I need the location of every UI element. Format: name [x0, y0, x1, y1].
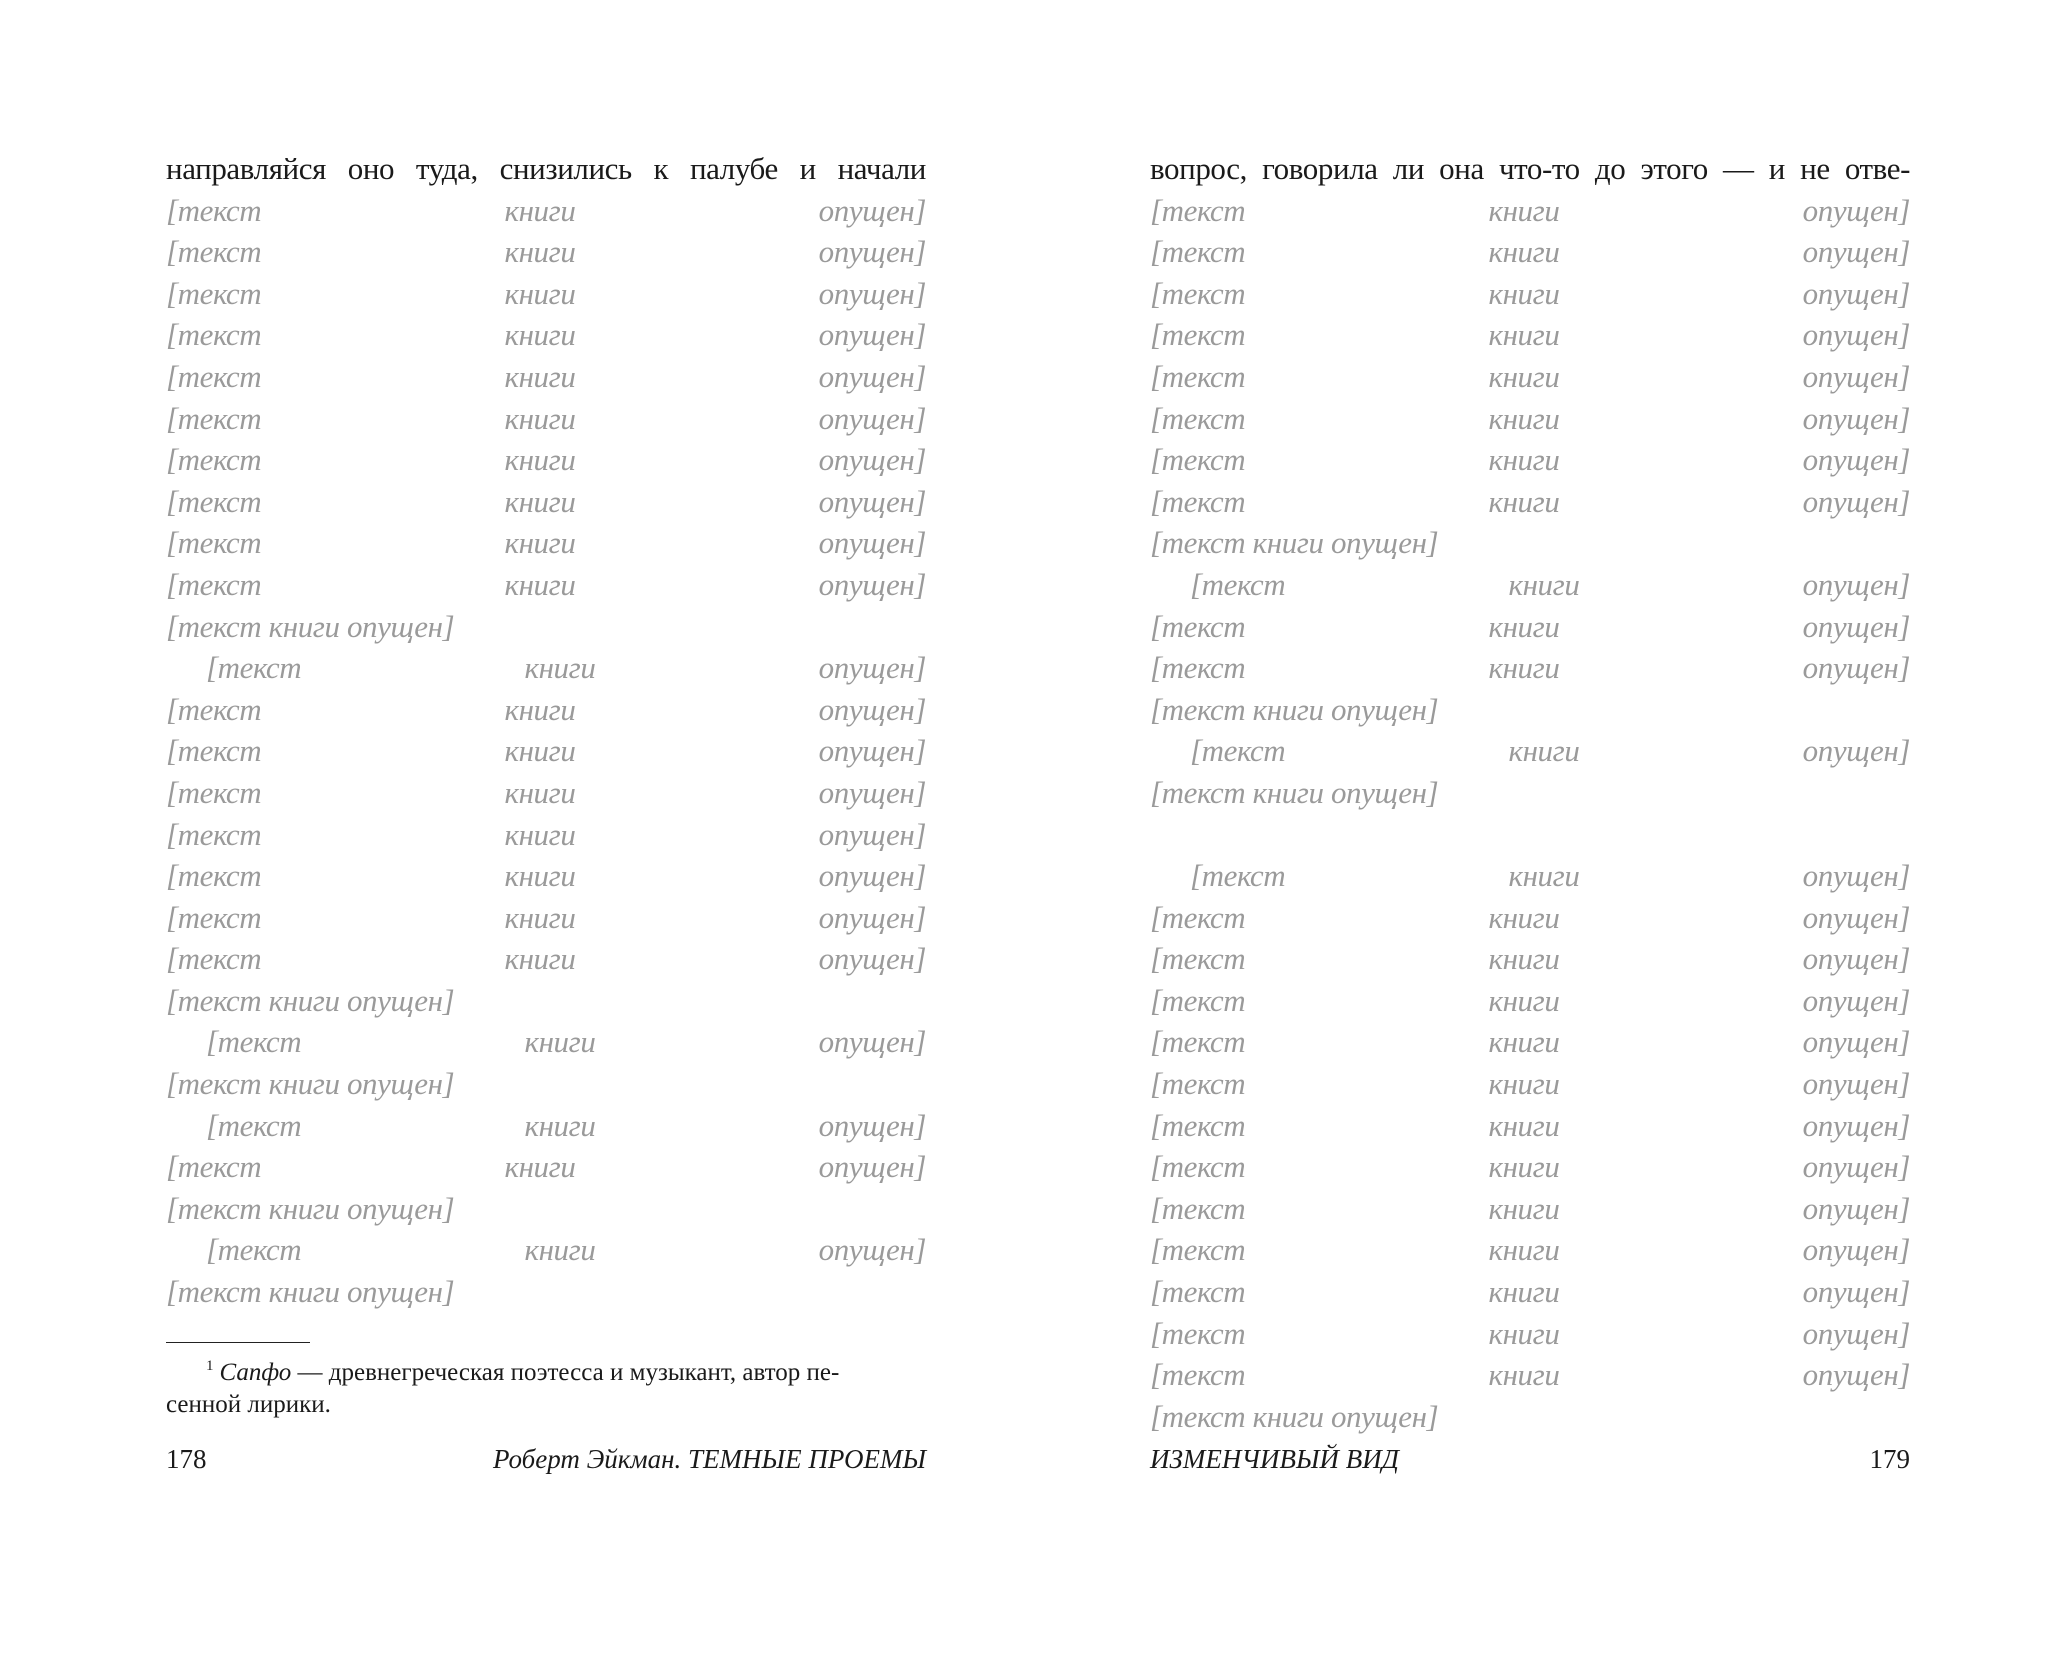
paragraph — [1150, 564, 1910, 730]
footnote-line-2: сенной лирики. — [166, 1391, 331, 1418]
paragraph — [1150, 855, 1910, 1437]
text-line: [текст книги опущен] — [1150, 1107, 1910, 1143]
text-line: [текст книги опущен] — [206, 650, 926, 686]
text-line: [текст книги опущен] — [1190, 566, 1910, 602]
text-line: [текст книги опущен] — [1150, 691, 1439, 727]
text-line: [текст книги опущен] — [166, 442, 926, 478]
text-line: [текст книги опущен] — [206, 1024, 926, 1060]
paragraph — [166, 1021, 926, 1104]
text-line: [текст книги опущен] — [166, 358, 926, 394]
text-line: [текст книги опущен] — [1150, 525, 1439, 561]
left-page — [166, 148, 926, 1474]
left-page-footer — [166, 1444, 926, 1475]
paragraph — [166, 1105, 926, 1230]
text-line: вопрос, говорила ли она что-то до этого — и не отве- — [1150, 151, 1910, 186]
page-number-right: 179 — [1869, 1444, 1910, 1474]
running-title-left: Роберт Эйкман. ТЕМНЫЕ ПРОЕМЫ — [492, 1444, 926, 1474]
footnote-term: Сапфо — [219, 1359, 292, 1386]
text-line: [текст книги опущен] — [1150, 1066, 1910, 1102]
paragraph — [166, 1229, 926, 1312]
text-line: [текст книги опущен] — [166, 1149, 926, 1185]
text-line: [текст книги опущен] — [166, 941, 926, 977]
text-line: [текст книги опущен] — [166, 317, 926, 353]
text-line: [текст книги опущен] — [1150, 1357, 1910, 1393]
text-line: [текст книги опущен] — [166, 691, 926, 727]
text-line: [текст книги опущен] — [1150, 1274, 1910, 1310]
text-line: [текст книги опущен] — [206, 1232, 926, 1268]
text-line: направляйся оно туда, снизились к палубе и начали — [166, 151, 926, 186]
footnote — [166, 1350, 926, 1421]
text-line: [текст книги опущен] — [166, 982, 455, 1018]
text-line: [текст книги опущен] — [1150, 982, 1910, 1018]
text-line: [текст книги опущен] — [1150, 774, 1439, 810]
text-line: [текст книги опущен] — [206, 1107, 926, 1143]
text-line: [текст книги опущен] — [1150, 1149, 1910, 1185]
text-line: [текст книги опущен] — [166, 192, 926, 228]
paragraph — [166, 647, 926, 1021]
text-line: [текст книги опущен] — [166, 1274, 455, 1310]
text-line: [текст книги опущен] — [1150, 400, 1910, 436]
right-page-footer — [1150, 1444, 1910, 1475]
paragraph — [1150, 730, 1910, 813]
footnote-text: — древнегреческая поэтесса и музыкант, автор пе- — [291, 1359, 840, 1386]
text-line: [текст книги опущен] — [1150, 608, 1910, 644]
text-line: [текст книги опущен] — [1190, 858, 1910, 894]
text-line: [текст книги опущен] — [166, 566, 926, 602]
text-line: [текст книги опущен] — [1150, 650, 1910, 686]
section-break — [1150, 814, 1910, 856]
text-line: [текст книги опущен] — [166, 733, 926, 769]
page-number-left: 178 — [166, 1444, 207, 1474]
text-line: [текст книги опущен] — [166, 816, 926, 852]
paragraph — [1150, 148, 1910, 564]
text-line: [текст книги опущен] — [166, 400, 926, 436]
text-line: [текст книги опущен] — [1150, 941, 1910, 977]
footnote-rule — [166, 1342, 310, 1343]
footnote-line-1 — [166, 1350, 926, 1389]
text-line: [текст книги опущен] — [1150, 1398, 1439, 1434]
text-line: [текст книги опущен] — [166, 275, 926, 311]
text-line: [текст книги опущен] — [1150, 234, 1910, 270]
text-line: [текст книги опущен] — [1190, 733, 1910, 769]
text-line: [текст книги опущен] — [166, 1190, 455, 1226]
text-line: [текст книги опущен] — [166, 483, 926, 519]
right-page — [1150, 148, 1910, 1474]
text-line: [текст книги опущен] — [166, 1066, 455, 1102]
text-line: [текст книги опущен] — [1150, 1190, 1910, 1226]
footnote-marker: 1 — [206, 1358, 214, 1374]
paragraph — [166, 148, 926, 647]
right-page-body — [1150, 148, 1910, 1437]
text-line: [текст книги опущен] — [1150, 1315, 1910, 1351]
text-line: [текст книги опущен] — [166, 234, 926, 270]
text-line: [текст книги опущен] — [166, 525, 926, 561]
text-line: [текст книги опущен] — [166, 608, 455, 644]
text-line: [текст книги опущен] — [1150, 1232, 1910, 1268]
text-line: [текст книги опущен] — [1150, 899, 1910, 935]
text-line: [текст книги опущен] — [166, 899, 926, 935]
running-title-right: ИЗМЕНЧИВЫЙ ВИД — [1150, 1444, 1399, 1474]
text-line: [текст книги опущен] — [1150, 358, 1910, 394]
text-line: [текст книги опущен] — [1150, 317, 1910, 353]
left-page-body — [166, 148, 926, 1313]
text-line: [текст книги опущен] — [166, 774, 926, 810]
text-line: [текст книги опущен] — [1150, 275, 1910, 311]
text-line: [текст книги опущен] — [1150, 442, 1910, 478]
text-line: [текст книги опущен] — [1150, 192, 1910, 228]
text-line: [текст книги опущен] — [166, 858, 926, 894]
text-line: [текст книги опущен] — [1150, 483, 1910, 519]
text-line: [текст книги опущен] — [1150, 1024, 1910, 1060]
